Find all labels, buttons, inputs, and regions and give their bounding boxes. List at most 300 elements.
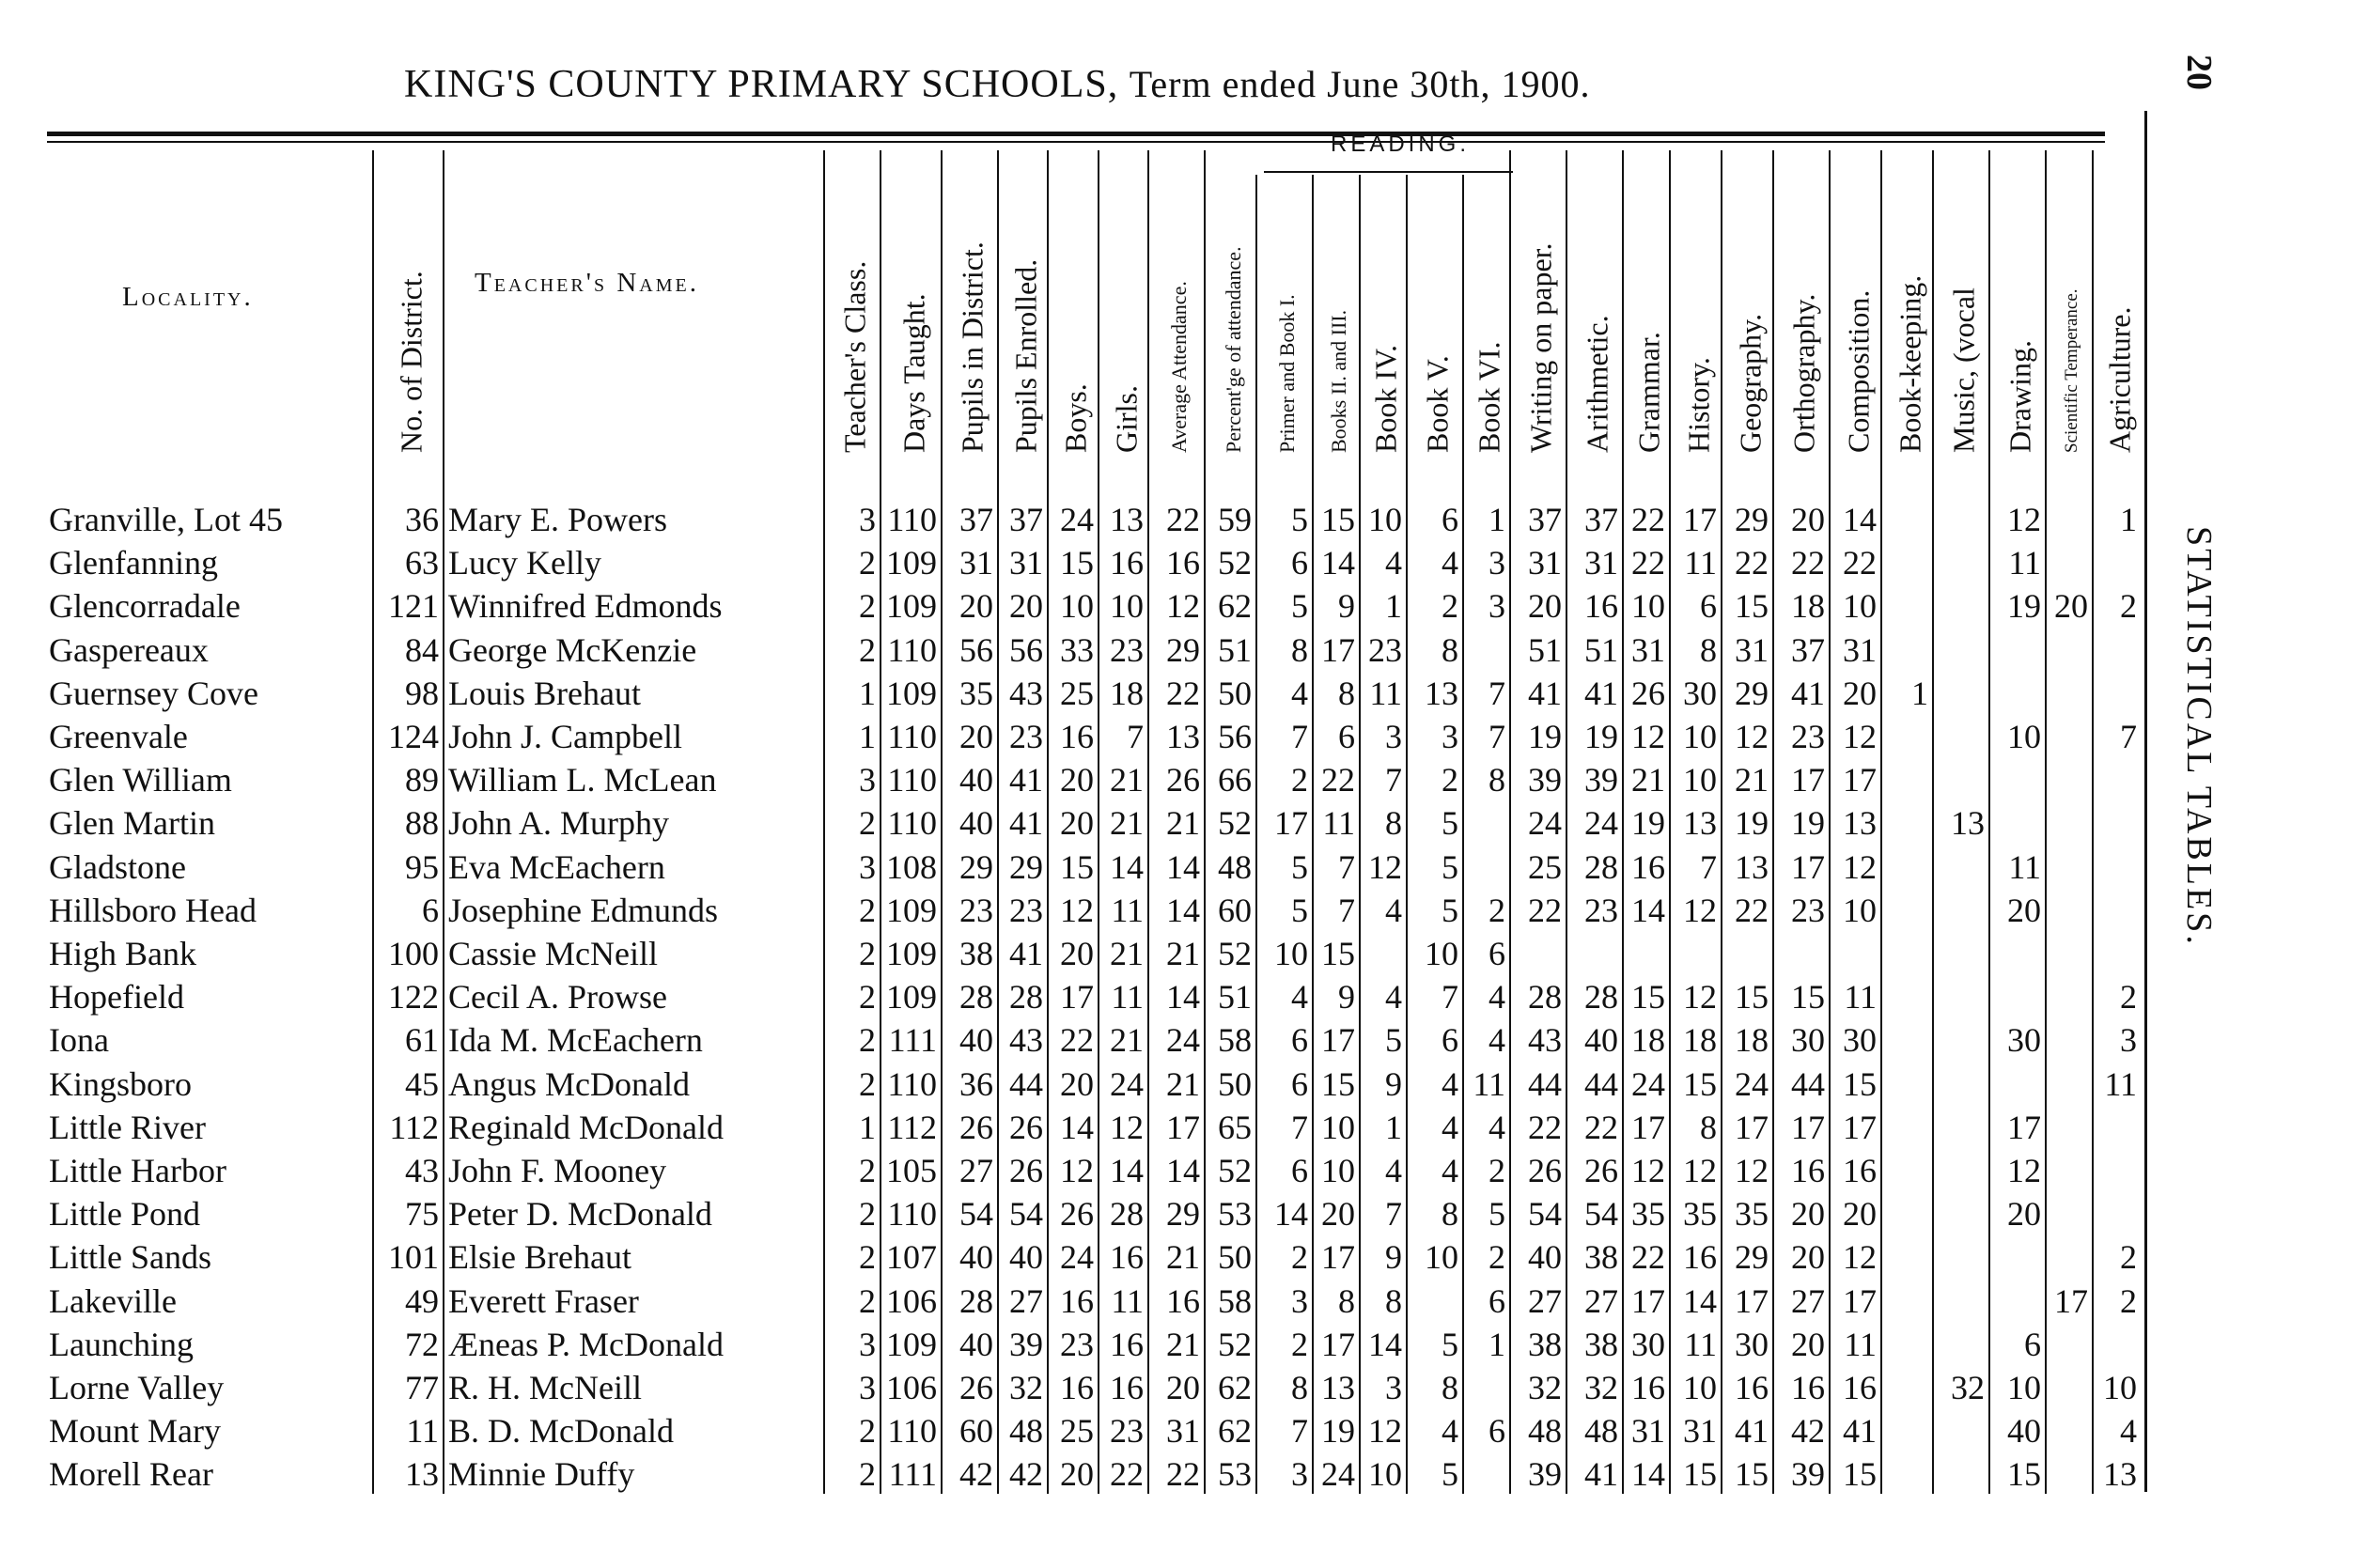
cell-history: 12 <box>1683 978 1717 1017</box>
cell-days: 105 <box>886 1152 937 1189</box>
cell-boys: 23 <box>1060 1325 1094 1363</box>
cell-pupils_district: 23 <box>959 891 993 929</box>
cell-temperance <box>2049 498 2088 541</box>
cell-pupils_district: 60 <box>959 1412 993 1451</box>
cell-locality: High Bank <box>49 935 196 972</box>
cell-books23: 15 <box>1321 935 1355 972</box>
column-header-locality: Locality. <box>122 282 254 312</box>
cell-days: 111 <box>888 1021 937 1060</box>
column-header-bookkeeping <box>1884 150 1936 460</box>
cell-primer: 5 <box>1291 847 1308 886</box>
cell-primer: 4 <box>1291 978 1308 1017</box>
cell-books23: 6 <box>1338 718 1355 755</box>
cell-pct: 50 <box>1218 674 1252 712</box>
cell-writing: 27 <box>1528 1281 1562 1320</box>
table-row <box>0 758 2161 801</box>
cell-bookkeeping <box>1884 715 1928 758</box>
cell-pct: 62 <box>1218 1369 1252 1406</box>
cell-drawing <box>1992 629 2041 672</box>
cell-primer: 10 <box>1274 935 1308 972</box>
cell-book6: 2 <box>1488 1238 1505 1277</box>
column-header-label: History. <box>1681 357 1715 453</box>
cell-pct: 48 <box>1218 847 1252 886</box>
cell-arith: 16 <box>1584 587 1618 626</box>
cell-pupils_district: 42 <box>959 1455 993 1494</box>
column-header-label: Boys. <box>1058 383 1093 453</box>
cell-comp: 16 <box>1843 1152 1877 1189</box>
cell-bookkeeping <box>1884 758 1928 801</box>
table-row <box>0 1063 2161 1106</box>
cell-history: 8 <box>1700 630 1717 669</box>
cell-temperance <box>2049 1192 2088 1235</box>
cell-enrolled: 31 <box>1009 544 1043 582</box>
cell-avg: 16 <box>1166 1281 1200 1320</box>
cell-drawing: 19 <box>2007 587 2041 626</box>
cell-book4: 23 <box>1368 630 1402 669</box>
cell-primer: 2 <box>1291 1238 1308 1277</box>
cell-primer: 7 <box>1291 718 1308 755</box>
cell-primer: 6 <box>1291 1152 1308 1189</box>
cell-temperance <box>2049 629 2088 672</box>
cell-boys: 16 <box>1060 1281 1094 1320</box>
cell-class: 2 <box>859 891 876 929</box>
cell-bookkeeping <box>1884 1018 1928 1062</box>
cell-pct: 52 <box>1218 544 1252 582</box>
cell-pct: 56 <box>1218 718 1252 755</box>
cell-comp: 20 <box>1843 674 1877 712</box>
cell-class: 2 <box>859 1152 876 1189</box>
cell-temperance <box>2049 1063 2088 1106</box>
cell-arith: 39 <box>1584 761 1618 800</box>
cell-books23: 17 <box>1321 1325 1355 1363</box>
cell-book5: 6 <box>1442 1021 1458 1060</box>
column-header-pupils_district <box>944 150 1001 460</box>
cell-bookkeeping <box>1884 1280 1928 1323</box>
cell-music <box>1936 975 1985 1018</box>
cell-music <box>1936 1280 1985 1323</box>
cell-book4: 3 <box>1385 718 1402 755</box>
cell-boys: 17 <box>1060 978 1094 1017</box>
cell-writing: 44 <box>1528 1064 1562 1103</box>
cell-temperance <box>2049 846 2088 889</box>
cell-agri: 2 <box>2120 1238 2137 1277</box>
cell-grammar: 24 <box>1631 1064 1665 1103</box>
cell-grammar: 31 <box>1631 630 1665 669</box>
cell-arith: 51 <box>1584 630 1618 669</box>
column-header-label: Book VI. <box>1472 341 1506 453</box>
table-row <box>0 541 2161 584</box>
column-header-label: Pupils in District. <box>955 241 990 453</box>
cell-ortho: 18 <box>1791 587 1825 626</box>
cell-girls: 16 <box>1110 1325 1144 1363</box>
cell-history: 31 <box>1683 1412 1717 1451</box>
cell-enrolled: 40 <box>1009 1238 1043 1277</box>
cell-avg: 21 <box>1166 1238 1200 1277</box>
cell-pct: 58 <box>1218 1281 1252 1320</box>
cell-books23: 7 <box>1338 847 1355 886</box>
cell-history: 10 <box>1683 718 1717 755</box>
cell-drawing: 6 <box>2024 1325 2041 1363</box>
cell-history: 17 <box>1683 501 1717 538</box>
cell-pupils_district: 26 <box>959 1369 993 1406</box>
cell-arith: 44 <box>1584 1064 1618 1103</box>
cell-book4: 4 <box>1385 1152 1402 1189</box>
cell-history: 13 <box>1683 804 1717 843</box>
cell-class: 2 <box>859 1064 876 1103</box>
cell-agri <box>2096 1106 2137 1149</box>
cell-girls: 14 <box>1110 847 1144 886</box>
cell-district: 63 <box>405 544 439 582</box>
cell-book6: 3 <box>1488 587 1505 626</box>
cell-drawing: 20 <box>2007 891 2041 929</box>
cell-books23: 15 <box>1321 501 1355 538</box>
table-row <box>0 715 2161 758</box>
cell-teacher: R. H. McNeill <box>448 1369 642 1406</box>
column-header-comp <box>1832 150 1884 460</box>
cell-book6: 1 <box>1488 1325 1505 1363</box>
table-row <box>0 1106 2161 1149</box>
cell-writing: 37 <box>1528 501 1562 538</box>
cell-book6 <box>1466 629 1505 672</box>
cell-pct: 50 <box>1218 1064 1252 1103</box>
table-row <box>0 1235 2161 1279</box>
cell-agri: 11 <box>2104 1064 2137 1103</box>
cell-locality: Little Sands <box>49 1238 211 1277</box>
cell-grammar: 22 <box>1631 1238 1665 1277</box>
cell-book4: 9 <box>1385 1064 1402 1103</box>
column-header-drawing <box>1992 150 2049 460</box>
cell-avg: 13 <box>1166 718 1200 755</box>
cell-bookkeeping <box>1884 932 1928 975</box>
cell-arith: 27 <box>1584 1281 1618 1320</box>
cell-district: 43 <box>405 1152 439 1189</box>
column-header-ortho <box>1776 150 1832 460</box>
cell-pct: 58 <box>1218 1021 1252 1060</box>
cell-grammar: 19 <box>1631 804 1665 843</box>
column-header-boys <box>1051 150 1101 460</box>
cell-arith <box>1569 932 1618 975</box>
cell-teacher: Eva McEachern <box>448 847 665 886</box>
cell-geog: 12 <box>1735 1152 1769 1189</box>
cell-arith: 28 <box>1584 978 1618 1017</box>
cell-book6: 2 <box>1488 1152 1505 1189</box>
cell-books23: 8 <box>1338 1281 1355 1320</box>
cell-girls: 11 <box>1111 978 1144 1017</box>
cell-pupils_district: 40 <box>959 1021 993 1060</box>
cell-boys: 25 <box>1060 674 1094 712</box>
cell-book5: 13 <box>1425 674 1458 712</box>
column-header-primer <box>1259 150 1316 460</box>
cell-grammar: 10 <box>1631 587 1665 626</box>
cell-enrolled: 23 <box>1009 891 1043 929</box>
cell-pupils_district: 26 <box>959 1108 993 1146</box>
column-header-class <box>827 150 883 460</box>
cell-enrolled: 20 <box>1009 587 1043 626</box>
cell-grammar: 22 <box>1631 501 1665 538</box>
cell-book4: 4 <box>1385 891 1402 929</box>
cell-book6 <box>1466 801 1505 845</box>
cell-girls: 13 <box>1110 501 1144 538</box>
column-header-music <box>1936 150 1992 460</box>
cell-music <box>1936 889 1985 932</box>
cell-primer: 5 <box>1291 501 1308 538</box>
column-header-label: No. of District. <box>394 271 428 453</box>
table-row <box>0 629 2161 672</box>
cell-bookkeeping <box>1884 1366 1928 1409</box>
column-header-label: Music, (vocal <box>1946 287 1981 453</box>
cell-locality: Launching <box>49 1325 194 1363</box>
cell-book4: 4 <box>1385 544 1402 582</box>
cell-book5: 2 <box>1442 587 1458 626</box>
table-row <box>0 584 2161 628</box>
cell-locality: Iona <box>49 1021 109 1060</box>
cell-book5: 5 <box>1442 891 1458 929</box>
cell-geog: 12 <box>1735 718 1769 755</box>
cell-bookkeeping <box>1884 498 1928 541</box>
column-header-girls <box>1101 150 1151 460</box>
cell-book4: 7 <box>1385 761 1402 800</box>
cell-grammar: 17 <box>1631 1281 1665 1320</box>
cell-writing: 31 <box>1528 544 1562 582</box>
cell-books23: 11 <box>1322 804 1355 843</box>
cell-bookkeeping <box>1884 975 1928 1018</box>
cell-arith: 41 <box>1584 674 1618 712</box>
column-header-book4 <box>1363 150 1410 460</box>
cell-temperance <box>2049 975 2088 1018</box>
cell-pupils_district: 37 <box>959 501 993 538</box>
cell-books23: 17 <box>1321 1021 1355 1060</box>
cell-comp: 41 <box>1843 1412 1877 1451</box>
cell-ortho: 22 <box>1791 544 1825 582</box>
cell-book4: 5 <box>1385 1021 1402 1060</box>
cell-history: 8 <box>1700 1108 1717 1146</box>
cell-boys: 24 <box>1060 1238 1094 1277</box>
cell-district: 88 <box>405 804 439 843</box>
cell-days: 110 <box>887 1412 937 1451</box>
cell-agri <box>2096 758 2137 801</box>
cell-district: 89 <box>405 761 439 800</box>
cell-music <box>1936 584 1985 628</box>
cell-girls: 18 <box>1110 674 1144 712</box>
cell-ortho: 20 <box>1791 501 1825 538</box>
table-row <box>0 932 2161 975</box>
cell-boys: 12 <box>1060 891 1094 929</box>
cell-teacher: Everett Fraser <box>448 1281 639 1320</box>
cell-days: 106 <box>886 1281 937 1320</box>
cell-arith: 40 <box>1584 1021 1618 1060</box>
cell-music <box>1936 758 1985 801</box>
cell-girls: 21 <box>1110 804 1144 843</box>
cell-drawing: 10 <box>2007 1369 2041 1406</box>
cell-pupils_district: 56 <box>959 630 993 669</box>
cell-book6 <box>1466 1366 1505 1409</box>
cell-locality: Glencorradale <box>49 587 241 626</box>
cell-enrolled: 42 <box>1009 1455 1043 1494</box>
cell-enrolled: 26 <box>1009 1152 1043 1189</box>
cell-temperance <box>2049 758 2088 801</box>
cell-book5: 4 <box>1442 1064 1458 1103</box>
cell-comp: 22 <box>1843 544 1877 582</box>
cell-girls: 11 <box>1111 1281 1144 1320</box>
cell-comp: 10 <box>1843 891 1877 929</box>
cell-ortho: 37 <box>1791 630 1825 669</box>
cell-drawing: 12 <box>2007 501 2041 538</box>
cell-writing: 40 <box>1528 1238 1562 1277</box>
cell-grammar: 22 <box>1631 544 1665 582</box>
cell-pct: 53 <box>1218 1195 1252 1234</box>
column-header-label: Pupils Enrolled. <box>1008 258 1042 453</box>
cell-books23: 9 <box>1338 978 1355 1017</box>
cell-district: 61 <box>405 1021 439 1060</box>
column-header-label: Book V. <box>1420 355 1455 453</box>
cell-writing: 24 <box>1528 804 1562 843</box>
cell-geog: 15 <box>1735 587 1769 626</box>
cell-bookkeeping <box>1884 1063 1928 1106</box>
cell-days: 109 <box>886 1325 937 1363</box>
cell-primer: 6 <box>1291 1064 1308 1103</box>
cell-avg: 17 <box>1166 1108 1200 1146</box>
top-rule <box>47 132 2105 136</box>
cell-pupils_district: 40 <box>959 1325 993 1363</box>
cell-primer: 5 <box>1291 891 1308 929</box>
table-row <box>0 801 2161 845</box>
cell-days: 109 <box>886 674 937 712</box>
column-header-label: Writing on paper. <box>1523 242 1558 453</box>
cell-books23: 9 <box>1338 587 1355 626</box>
cell-book4: 10 <box>1368 501 1402 538</box>
cell-writing: 51 <box>1528 630 1562 669</box>
cell-comp: 15 <box>1843 1064 1877 1103</box>
cell-drawing: 11 <box>2008 847 2041 886</box>
cell-teacher: Cecil A. Prowse <box>448 978 667 1017</box>
cell-pupils_district: 28 <box>959 978 993 1017</box>
cell-grammar: 30 <box>1631 1325 1665 1363</box>
cell-music <box>1936 541 1985 584</box>
cell-girls: 22 <box>1110 1455 1144 1494</box>
cell-book6: 4 <box>1488 1021 1505 1060</box>
cell-days: 110 <box>887 1064 937 1103</box>
cell-geog: 30 <box>1735 1325 1769 1363</box>
cell-history: 18 <box>1683 1021 1717 1060</box>
cell-comp: 11 <box>1844 1325 1877 1363</box>
cell-music <box>1936 1149 1985 1192</box>
cell-temperance <box>2049 1149 2088 1192</box>
cell-book4: 7 <box>1385 1195 1402 1234</box>
cell-grammar <box>1626 932 1665 975</box>
cell-avg: 21 <box>1166 804 1200 843</box>
cell-boys: 20 <box>1060 1455 1094 1494</box>
cell-pupils_district: 40 <box>959 804 993 843</box>
column-header-label: Percent'ge of attendance. <box>1221 246 1245 453</box>
cell-ortho: 16 <box>1791 1152 1825 1189</box>
cell-history: 12 <box>1683 891 1717 929</box>
cell-writing: 20 <box>1528 587 1562 626</box>
cell-grammar: 18 <box>1631 1021 1665 1060</box>
cell-arith: 19 <box>1584 718 1618 755</box>
cell-book4: 9 <box>1385 1238 1402 1277</box>
cell-temperance <box>2049 932 2088 975</box>
cell-days: 110 <box>887 761 937 800</box>
cell-grammar: 12 <box>1631 718 1665 755</box>
column-header-label: Primer and Book I. <box>1275 294 1299 453</box>
cell-grammar: 12 <box>1631 1152 1665 1189</box>
cell-grammar: 15 <box>1631 978 1665 1017</box>
cell-temperance <box>2049 1106 2088 1149</box>
cell-book5: 8 <box>1442 1369 1458 1406</box>
cell-arith: 48 <box>1584 1412 1618 1451</box>
cell-primer: 7 <box>1291 1412 1308 1451</box>
cell-primer: 3 <box>1291 1455 1308 1494</box>
cell-primer: 6 <box>1291 544 1308 582</box>
cell-days: 110 <box>887 1195 937 1234</box>
cell-agri: 10 <box>2103 1369 2137 1406</box>
cell-boys: 22 <box>1060 1021 1094 1060</box>
top-rule-thin <box>47 141 2105 143</box>
cell-arith: 54 <box>1584 1195 1618 1234</box>
cell-boys: 20 <box>1060 804 1094 843</box>
table-row <box>0 1323 2161 1366</box>
cell-history: 14 <box>1683 1281 1717 1320</box>
cell-days: 110 <box>887 501 937 538</box>
cell-days: 108 <box>886 847 937 886</box>
cell-history: 11 <box>1684 1325 1717 1363</box>
column-header-label: Grammar. <box>1631 332 1666 453</box>
cell-locality: Little River <box>49 1108 206 1146</box>
cell-drawing <box>1992 801 2041 845</box>
cell-geog: 17 <box>1735 1281 1769 1320</box>
cell-grammar: 35 <box>1631 1195 1665 1234</box>
cell-days: 109 <box>886 544 937 582</box>
cell-comp: 17 <box>1843 1108 1877 1146</box>
cell-agri: 1 <box>2120 501 2137 538</box>
cell-days: 106 <box>886 1369 937 1406</box>
cell-writing: 39 <box>1528 761 1562 800</box>
cell-grammar: 26 <box>1631 674 1665 712</box>
cell-teacher: Mary E. Powers <box>448 501 667 538</box>
cell-geog: 19 <box>1735 804 1769 843</box>
table-row <box>0 1452 2161 1496</box>
cell-book5: 4 <box>1442 1108 1458 1146</box>
cell-ortho: 15 <box>1791 978 1825 1017</box>
cell-drawing <box>1992 1235 2041 1279</box>
column-header-pct <box>1208 150 1259 460</box>
cell-comp: 14 <box>1843 501 1877 538</box>
cell-geog: 15 <box>1735 1455 1769 1494</box>
cell-class: 2 <box>859 1195 876 1234</box>
cell-girls: 21 <box>1110 935 1144 972</box>
cell-locality: Mount Mary <box>49 1412 221 1451</box>
cell-enrolled: 41 <box>1009 761 1043 800</box>
cell-comp: 31 <box>1843 630 1877 669</box>
cell-pupils_district: 31 <box>959 544 993 582</box>
cell-music <box>1936 672 1985 715</box>
cell-pct: 60 <box>1218 891 1252 929</box>
cell-agri: 2 <box>2120 978 2137 1017</box>
cell-days: 107 <box>886 1238 937 1277</box>
cell-enrolled: 41 <box>1009 804 1043 843</box>
cell-writing: 38 <box>1528 1325 1562 1363</box>
cell-book5: 4 <box>1442 1152 1458 1189</box>
cell-boys: 14 <box>1060 1108 1094 1146</box>
page-title <box>404 62 1832 107</box>
column-header-temperance <box>2049 150 2096 460</box>
cell-ortho: 16 <box>1791 1369 1825 1406</box>
cell-locality: Hopefield <box>49 978 184 1017</box>
cell-avg: 21 <box>1166 1064 1200 1103</box>
cell-locality: Guernsey Cove <box>49 674 258 712</box>
cell-book5: 8 <box>1442 1195 1458 1234</box>
cell-grammar: 21 <box>1631 761 1665 800</box>
